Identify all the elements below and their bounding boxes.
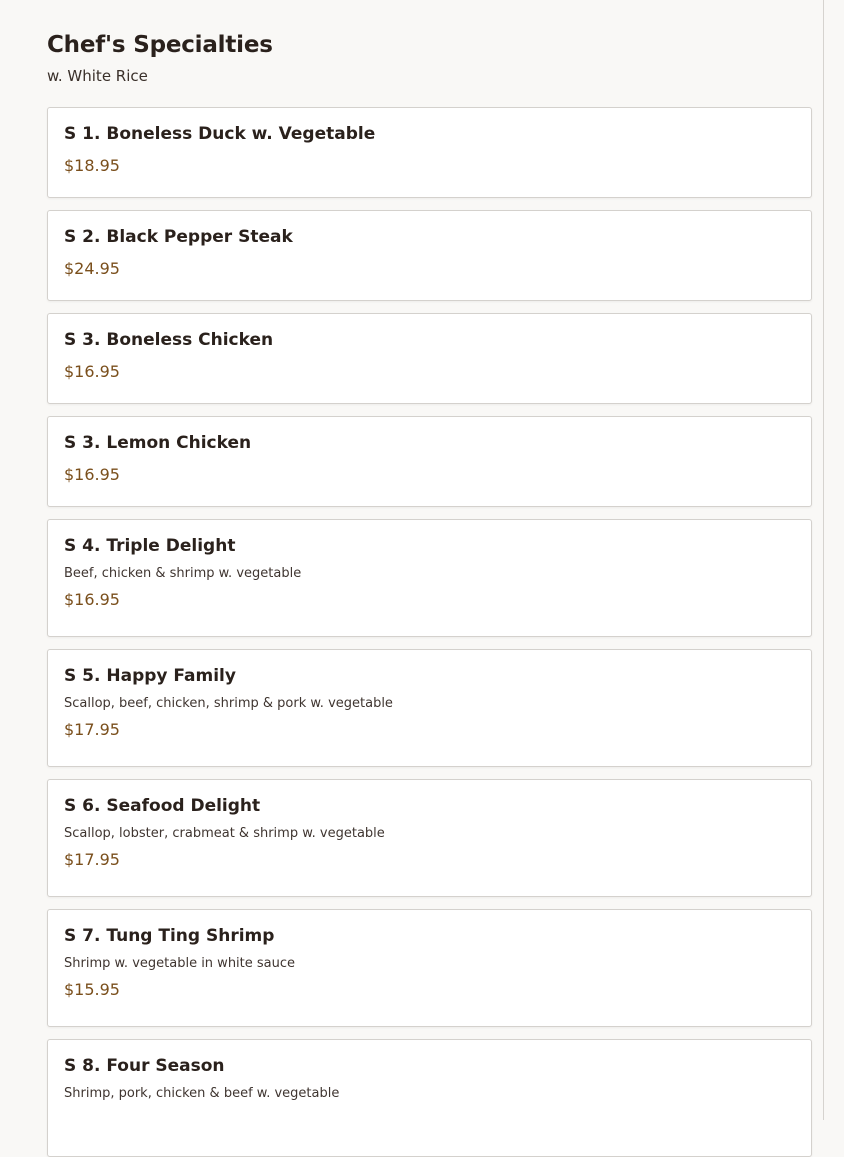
menu-item-name: S 8. Four Season xyxy=(64,1056,225,1076)
menu-item-card[interactable] xyxy=(47,779,812,897)
menu-item-card[interactable] xyxy=(47,519,812,637)
menu-item-price: $15.95 xyxy=(64,980,120,999)
menu-item-card[interactable] xyxy=(47,909,812,1027)
page-divider xyxy=(823,0,824,1120)
menu-item-card[interactable] xyxy=(47,107,812,198)
menu-item-name: S 5. Happy Family xyxy=(64,666,236,686)
menu-item-name: S 6. Seafood Delight xyxy=(64,796,261,816)
menu-item-price: $16.95 xyxy=(64,590,120,609)
menu-item-name: S 3. Boneless Chicken xyxy=(64,330,274,350)
menu-item-card[interactable] xyxy=(47,416,812,507)
menu-item-price: $16.95 xyxy=(64,465,120,484)
menu-item-description: Shrimp w. vegetable in white sauce xyxy=(64,956,296,971)
menu-item-name: S 2. Black Pepper Steak xyxy=(64,227,293,247)
menu-item-card[interactable] xyxy=(47,313,812,404)
menu-item-description: Shrimp, pork, chicken & beef w. vegetable xyxy=(64,1086,340,1101)
menu-item-card[interactable] xyxy=(47,210,812,301)
menu-item-card[interactable] xyxy=(47,1039,812,1157)
menu-item-price: $17.95 xyxy=(64,850,120,869)
menu-item-name: S 1. Boneless Duck w. Vegetable xyxy=(64,124,376,144)
menu-item-name: S 4. Triple Delight xyxy=(64,536,236,556)
menu-item-price: $16.95 xyxy=(64,362,120,381)
menu-item-name: S 7. Tung Ting Shrimp xyxy=(64,926,275,946)
menu-item-description: Beef, chicken & shrimp w. vegetable xyxy=(64,566,302,581)
menu-item-description: Scallop, lobster, crabmeat & shrimp w. vegetable xyxy=(64,826,385,841)
section-subtitle: w. White Rice xyxy=(47,67,148,85)
menu-item-card[interactable] xyxy=(47,649,812,767)
menu-item-price: $17.95 xyxy=(64,720,120,739)
menu-item-price: $24.95 xyxy=(64,259,120,278)
section-title: Chef's Specialties xyxy=(47,32,273,58)
menu-section-chefs-specialties xyxy=(47,29,812,1157)
menu-item-price: $18.95 xyxy=(64,156,120,175)
menu-item-description: Scallop, beef, chicken, shrimp & pork w. vegetable xyxy=(64,696,393,711)
menu-item-list xyxy=(47,107,812,1157)
menu-item-name: S 3. Lemon Chicken xyxy=(64,433,252,453)
